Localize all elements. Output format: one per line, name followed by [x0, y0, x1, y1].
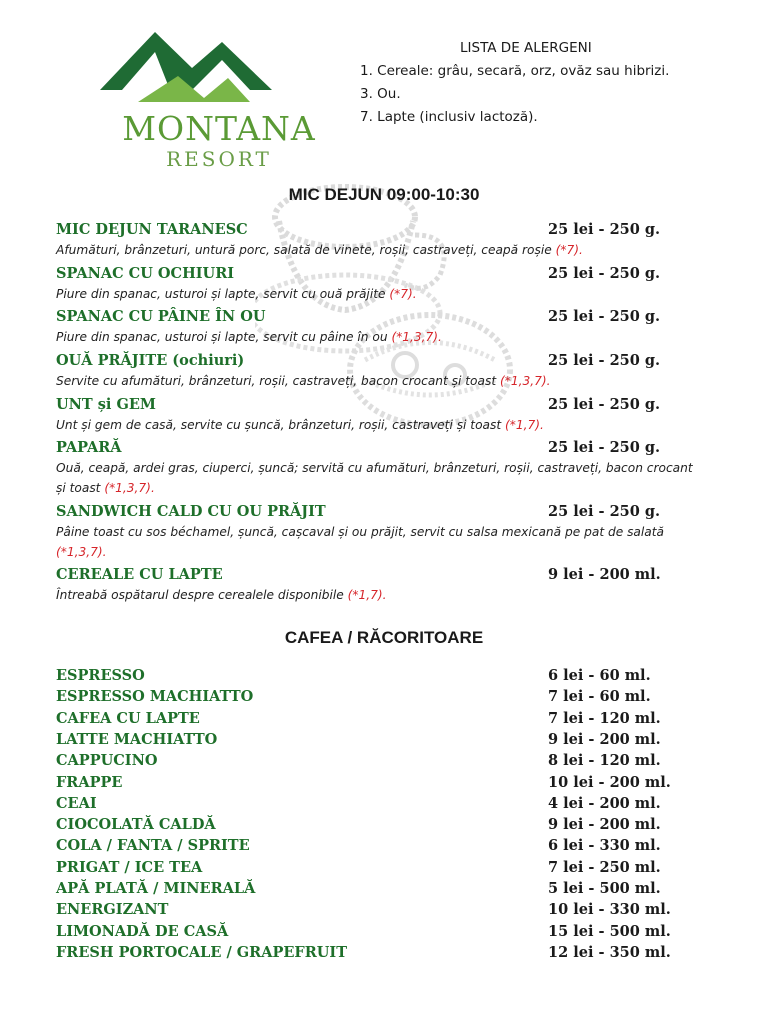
drink-price: 10 lei - 330 ml.: [548, 901, 671, 919]
drink-price: 6 lei - 60 ml.: [548, 667, 651, 684]
drink-name: CAPPUCINO: [56, 752, 158, 770]
menu-item-description: [56, 585, 696, 605]
description-text: Servite cu afumături, brânzeturi, roșii, castraveți, bacon crocant și toast: [56, 374, 500, 388]
menu-item: [56, 502, 756, 562]
menu-item-name: CEREALE CU LAPTE: [56, 566, 223, 583]
drink-name: ESPRESSO MACHIATTO: [56, 688, 254, 706]
menu-item: [56, 220, 756, 260]
allergen-codes: (*7).: [389, 287, 417, 301]
menu-item-name: UNT și GEM: [56, 396, 156, 413]
menu-item-price: 25 lei - 250 g.: [548, 396, 661, 413]
drink-item: [56, 708, 756, 729]
drink-price: 4 lei - 200 ml.: [548, 794, 661, 812]
drink-price: 10 lei - 200 ml.: [548, 773, 671, 791]
logo-name: MONTANA: [122, 109, 316, 148]
allergen-item: 3. Ou.: [360, 86, 401, 102]
menu-item-name: MIC DEJUN TARANESC: [56, 221, 248, 238]
drink-item: [56, 793, 756, 814]
drink-item: [56, 835, 756, 856]
allergen-list-title: LISTA DE ALERGENI: [460, 40, 592, 56]
menu-item-price: 25 lei - 250 g.: [548, 439, 661, 456]
allergen-item: 7. Lapte (inclusiv lactoză).: [360, 109, 538, 125]
allergen-item: 1. Cereale: grâu, secară, orz, ovăz sau hibrizi.: [360, 63, 670, 79]
description-text: Unt și gem de casă, servite cu șuncă, brânzeturi, roșii, castraveți și toast: [56, 418, 506, 432]
drink-price: 12 lei - 350 ml.: [548, 943, 671, 961]
menu-item: [56, 307, 756, 347]
menu-item-description: [56, 522, 696, 562]
allergen-codes: (*1,7).: [505, 418, 544, 432]
menu-item-name: PAPARĂ: [56, 439, 122, 456]
description-text: Pâine toast cu sos béchamel, șuncă, cașcaval și ou prăjit, servit cu salsa mexicană pe pat de salată: [56, 525, 664, 539]
menu-item-price: 9 lei - 200 ml.: [548, 566, 661, 583]
allergen-codes: (*1,3,7).: [56, 545, 107, 559]
drink-item: [56, 729, 756, 750]
drink-price: 7 lei - 60 ml.: [548, 688, 651, 706]
menu-item-price: 25 lei - 250 g.: [548, 503, 661, 520]
menu-item: [56, 351, 756, 391]
drink-item: [56, 686, 756, 707]
allergen-list: [360, 37, 760, 129]
menu-item-description: [56, 415, 696, 435]
drink-price: 9 lei - 200 ml.: [548, 816, 661, 834]
menu-item-name: SPANAC CU OCHIURI: [56, 265, 235, 282]
menu-item-price: 25 lei - 250 g.: [548, 352, 661, 369]
menu-item-description: [56, 371, 696, 391]
description-text: Ouă, ceapă, ardei gras, ciuperci, șuncă; servită cu afumături, brânzeturi, roșii, castraveți, bacon crocant și toast: [56, 461, 693, 495]
drink-price: 15 lei - 500 ml.: [548, 922, 671, 940]
menu-item-description: [56, 327, 696, 347]
drinks-section-title: CAFEA / RĂCORITOARE: [284, 628, 484, 647]
drink-name: ENERGIZANT: [56, 901, 169, 919]
menu-item: [56, 438, 756, 498]
drink-name: PRIGAT / ICE TEA: [56, 858, 203, 876]
drink-item: [56, 899, 756, 920]
drink-name: FRESH PORTOCALE / GRAPEFRUIT: [56, 943, 347, 961]
montana-logo: [100, 28, 332, 171]
drink-price: 5 lei - 500 ml.: [548, 880, 661, 897]
drink-price: 7 lei - 120 ml.: [548, 709, 661, 727]
drink-item: [56, 750, 756, 771]
drink-price: 9 lei - 200 ml.: [548, 730, 661, 748]
drink-name: CAFEA CU LAPTE: [56, 709, 200, 727]
menu-item-name: SPANAC CU PÂINE ÎN OU: [56, 308, 266, 325]
menu-item-name: OUĂ PRĂJITE (ochiuri): [56, 352, 245, 369]
drink-name: COLA / FANTA / SPRITE: [56, 837, 250, 855]
menu-item-description: [56, 284, 696, 304]
menu-item: [56, 395, 756, 435]
allergen-codes: (*7).: [555, 243, 583, 257]
drink-name: CEAI: [56, 794, 97, 812]
description-text: Piure din spanac, usturoi și lapte, servit cu ouă prăjite: [56, 287, 390, 301]
drink-item: [56, 772, 756, 793]
drink-name: FRAPPE: [56, 773, 123, 791]
drink-price: 8 lei - 120 ml.: [548, 752, 661, 770]
logo-subtitle: RESORT: [166, 147, 272, 171]
menu-item: [56, 565, 756, 605]
drink-item: [56, 878, 756, 899]
drink-price: 7 lei - 250 ml.: [548, 858, 661, 876]
menu-item-description: [56, 458, 696, 498]
drink-name: CIOCOLATĂ CALDĂ: [56, 816, 216, 834]
menu-item-price: 25 lei - 250 g.: [548, 308, 661, 325]
description-text: Afumături, brânzeturi, untură porc, salată de vinete, roșii, castraveți, ceapă roșie: [56, 243, 556, 257]
mountain-logo-icon: [100, 28, 332, 118]
drink-item: [56, 942, 756, 963]
description-text: Piure din spanac, usturoi și lapte, servit cu pâine în ou: [56, 330, 392, 344]
menu-item-price: 25 lei - 250 g.: [548, 221, 661, 238]
drink-price: 6 lei - 330 ml.: [548, 837, 661, 855]
breakfast-section-title: MIC DEJUN 09:00-10:30: [288, 185, 480, 204]
drink-name: APĂ PLATĂ / MINERALĂ: [56, 880, 256, 897]
menu-item-description: [56, 240, 696, 260]
description-text: Întreabă ospătarul despre cerealele disponibile: [56, 588, 348, 602]
allergen-codes: (*1,3,7).: [499, 374, 551, 388]
menu-item-name: SANDWICH CALD CU OU PRĂJIT: [56, 503, 326, 520]
drink-name: LATTE MACHIATTO: [56, 730, 218, 748]
allergen-codes: (*1,7).: [347, 588, 387, 602]
allergen-codes: (*1,3,7).: [104, 481, 155, 495]
menu-item-price: 25 lei - 250 g.: [548, 265, 661, 282]
menu-item: [56, 264, 756, 304]
drink-item: [56, 665, 756, 686]
allergen-codes: (*1,3,7).: [391, 330, 442, 344]
drink-name: ESPRESSO: [56, 667, 145, 684]
drink-item: [56, 921, 756, 942]
drink-name: LIMONADĂ DE CASĂ: [56, 922, 229, 940]
drink-item: [56, 814, 756, 835]
drink-item: [56, 857, 756, 878]
